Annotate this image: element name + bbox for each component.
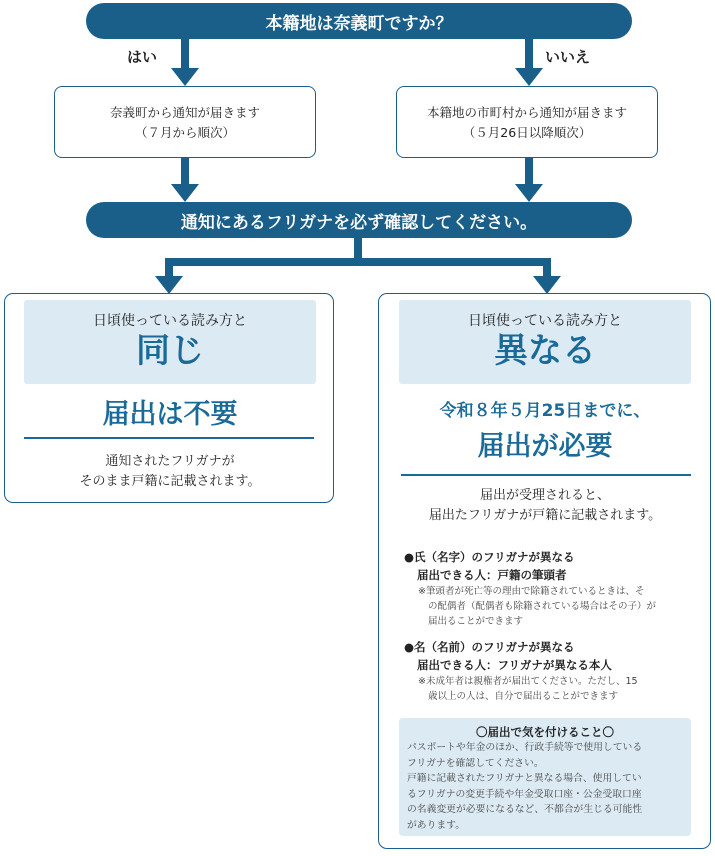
same-desc-line1: 通知されたフリガナが [105, 454, 235, 469]
caution-line-2: フリガナを確認してください。 [407, 757, 544, 769]
different-result: 届出が必要 [477, 431, 613, 462]
same-lead: 日頃使っている読み方と [93, 313, 247, 329]
item-surname-who: 届出できる人：戸籍の筆頭者 [417, 568, 567, 582]
same-keyword: 同じ [136, 331, 204, 371]
item-surname-note3: 届出ることができます [428, 616, 524, 627]
yes-label: はい [127, 48, 158, 66]
same-description [24, 452, 316, 492]
item-surname [404, 548, 694, 629]
yes-notice-line1: 奈義町から通知が届きます [109, 105, 260, 120]
item-given-name-note2: 歳以上の人は、自分で届出ることができます [428, 691, 619, 702]
caution-line-6: があります。 [407, 819, 465, 831]
same-divider [24, 437, 314, 439]
no-notice-box [396, 86, 658, 158]
item-surname-note2: の配偶者（配偶者も除籍されている場合はその子）が [428, 601, 657, 612]
different-keyword: 異なる [494, 331, 596, 371]
item-given-name-who: 届出できる人：フリガナが異なる本人 [417, 658, 612, 672]
item-surname-title: ●氏（名字）のフリガナが異なる [404, 550, 575, 564]
caution-line-3: 戸籍に記載されたフリガナと異なる場合、使用してい [407, 773, 642, 784]
different-desc-line1: 届出が受理されると、 [479, 488, 610, 503]
different-description [399, 486, 691, 526]
same-desc-line2: そのまま戸籍に記載されます。 [79, 474, 261, 489]
same-result: 届出は不要 [102, 399, 238, 430]
no-notice-line1: 本籍地の市町村から通知が届きます [426, 105, 627, 120]
yes-notice-line2: （７月から順次） [134, 125, 235, 140]
caution-line-4: るフリガナの変更手続や年金受取口座・公金受取口座 [407, 788, 642, 800]
same-header [24, 300, 316, 384]
item-surname-note1: ※筆頭者が死亡等の理由で除籍されているときは、そ [418, 586, 645, 597]
different-header [399, 300, 691, 384]
question-text: 本籍地は奈義町ですか？ [265, 13, 453, 34]
no-label: いいえ [545, 48, 591, 66]
item-given-name-note1: ※未成年者は親権者が届出てください。ただし、15 [418, 676, 638, 687]
different-divider [401, 474, 691, 476]
caution-title: 〇届出で気を付けること〇 [476, 725, 614, 739]
caution-line-1: パスポートや年金のほか、行政手続等で使用している [407, 742, 643, 753]
different-lead: 日頃使っている読み方と [468, 313, 622, 329]
item-given-name-title: ●名（名前）のフリガナが異なる [404, 640, 575, 654]
yes-notice-box [54, 86, 316, 158]
confirm-banner [86, 202, 632, 238]
different-deadline: 令和８年５月25日までに、 [439, 401, 651, 421]
caution-line-5: の名義変更が必要になるなど、不都合が生じる可能性 [407, 804, 643, 815]
question-banner [86, 3, 632, 39]
caution-box [399, 718, 691, 836]
no-notice-line2: （５月26日以降順次） [462, 125, 592, 140]
item-given-name [404, 638, 694, 704]
confirm-text: 通知にあるフリガナを必ず確認してください。 [180, 212, 538, 233]
different-desc-line2: 届出たフリガナが戸籍に記載されます。 [428, 508, 662, 523]
